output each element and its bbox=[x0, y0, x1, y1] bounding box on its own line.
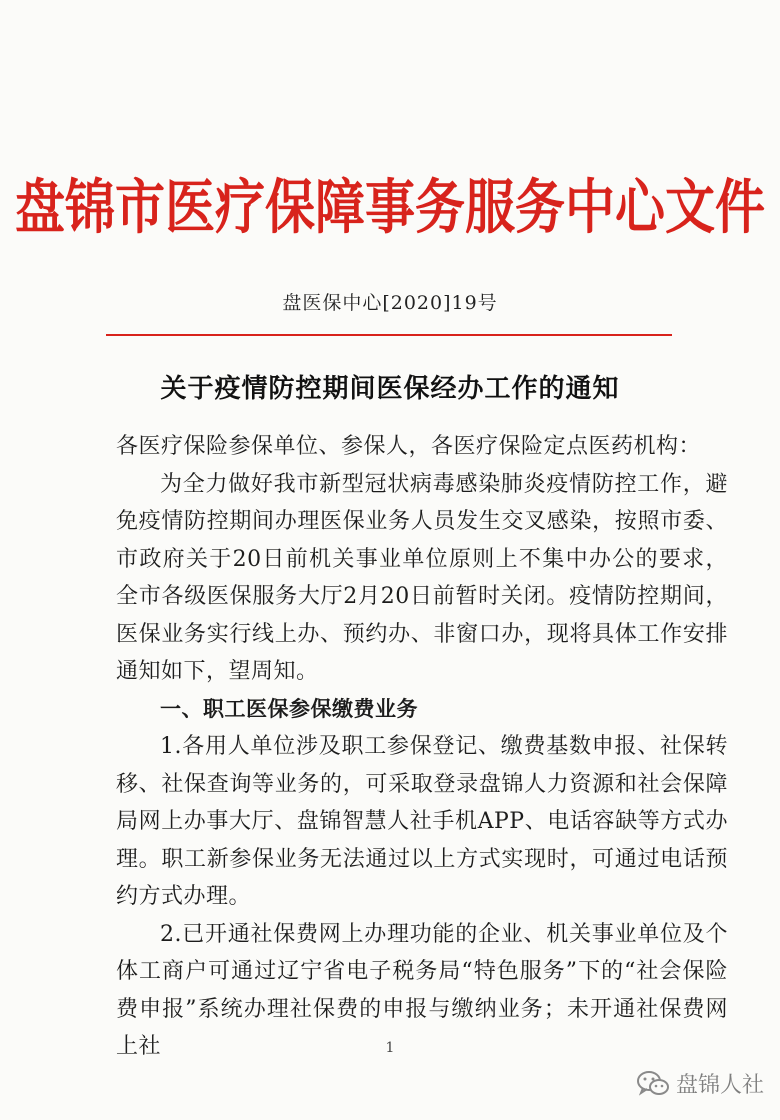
page-number: 1 bbox=[385, 1040, 395, 1056]
document-number: 盘医保中心[2020]19号 bbox=[282, 292, 498, 314]
salutation: 各医疗保险参保单位、参保人，各医疗保险定点医药机构： bbox=[116, 434, 702, 459]
section-heading-1: 一、职工医保参保缴费业务 bbox=[160, 696, 418, 721]
intro-paragraph: 为全力做好我市新型冠状病毒感染肺炎疫情防控工作，避免疫情防控期间办理医保业务人员发生交叉感染，按照市委、市政府关于20日前机关事业单位原则上不集中办公的要求，全市各级医保服务大厅2月20日前暂时关闭。疫情防控期间，医保业务实行线上办、预约办、非窗口办，现将具体工作安排通知如下，望周知。 bbox=[116, 471, 728, 684]
wechat-icon bbox=[636, 1070, 670, 1098]
item-paragraph-2: 2.已开通社保费网上办理功能的企业、机关事业单位及个体工商户可通过辽宁省电子税务局“特色服务”下的“社会保险费申报”系统办理社保费的申报与缴纳业务；未开通社保费网上社 bbox=[116, 921, 728, 1059]
notice-title: 关于疫情防控期间医保经办工作的通知 bbox=[160, 374, 620, 404]
watermark bbox=[636, 1068, 764, 1099]
watermark-text: 盘锦人社 bbox=[675, 1073, 764, 1098]
document-header-title: 盘锦市医疗保障事务服务中心文件 bbox=[15, 172, 765, 242]
red-divider-line bbox=[106, 334, 672, 336]
item-paragraph-1: 1.各用人单位涉及职工参保登记、缴费基数申报、社保转移、社保查询等业务的，可采取登录盘锦人力资源和社会保障局网上办事大厅、盘锦智慧人社手机APP、电话容缺等方式办理。职工新参保业务无法通过以上方式实现时，可通过电话预约方式办理。 bbox=[116, 734, 728, 909]
document-body bbox=[116, 428, 728, 1066]
